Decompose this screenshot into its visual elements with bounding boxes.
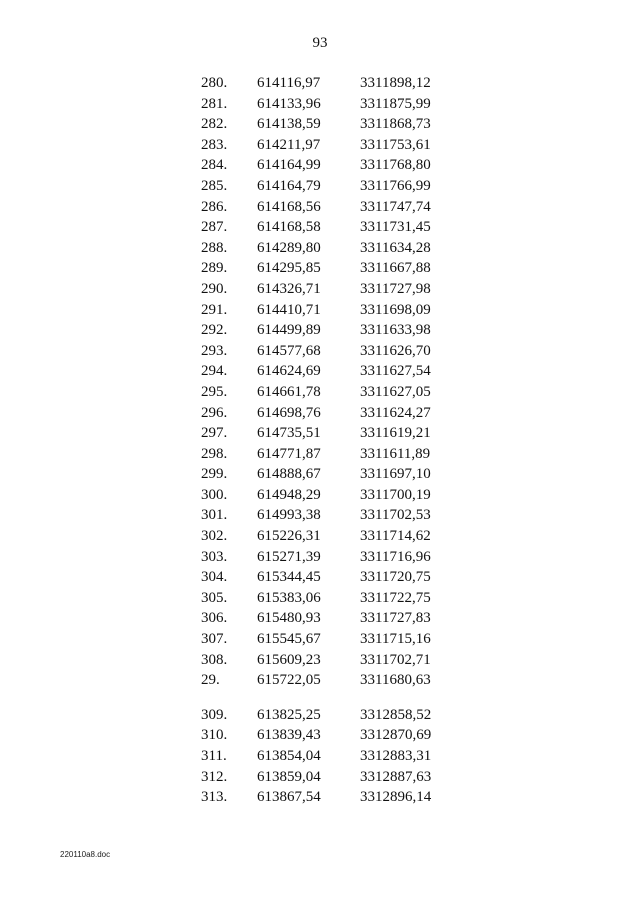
- x-coordinate: 615271,39: [257, 548, 321, 565]
- point-number: 295.: [201, 383, 228, 400]
- y-coordinate: 3311747,74: [360, 198, 431, 215]
- x-coordinate: 614410,71: [257, 301, 321, 318]
- point-number: 282.: [201, 116, 228, 133]
- point-number: 303.: [201, 548, 228, 565]
- y-coordinate: 3311727,98: [360, 280, 431, 297]
- x-coordinate: 615226,31: [257, 528, 321, 545]
- x-coordinate: 614116,97: [257, 75, 321, 91]
- x-coordinate: 614888,67: [257, 466, 321, 483]
- table-row: [0, 725, 640, 746]
- table-row: [0, 787, 640, 808]
- x-coordinate: 614698,76: [257, 404, 321, 421]
- x-coordinate: 614624,69: [257, 363, 321, 380]
- table-row: [0, 403, 640, 424]
- point-number: 313.: [201, 789, 228, 806]
- y-coordinate: 3311875,99: [360, 95, 431, 112]
- y-coordinate: 3311611,89: [360, 445, 431, 462]
- table-row: [0, 300, 640, 321]
- point-number: 296.: [201, 404, 228, 421]
- table-row: [0, 135, 640, 156]
- y-coordinate: 3312870,69: [360, 727, 432, 744]
- y-coordinate: 3311715,16: [360, 631, 431, 648]
- point-number: 280.: [201, 75, 228, 91]
- y-coordinate: 3311714,62: [360, 528, 431, 545]
- point-number: 289.: [201, 260, 228, 277]
- y-coordinate: 3311627,54: [360, 363, 431, 380]
- x-coordinate: 614133,96: [257, 95, 321, 112]
- x-coordinate: 613825,25: [257, 706, 321, 723]
- table-row: [0, 650, 640, 671]
- y-coordinate: 3311680,63: [360, 672, 431, 689]
- y-coordinate: 3311697,10: [360, 466, 431, 483]
- table-row: [0, 94, 640, 115]
- x-coordinate: 614295,85: [257, 260, 321, 277]
- point-number: 285.: [201, 177, 228, 194]
- table-row: [0, 176, 640, 197]
- table-row: [0, 705, 640, 726]
- table-row: [0, 238, 640, 259]
- point-number: 29.: [201, 672, 220, 689]
- point-number: 300.: [201, 486, 228, 503]
- point-number: 294.: [201, 363, 228, 380]
- point-number: 309.: [201, 706, 228, 723]
- y-coordinate: 3312858,52: [360, 706, 432, 723]
- y-coordinate: 3311626,70: [360, 342, 431, 359]
- table-row: [0, 73, 640, 94]
- y-coordinate: 3311753,61: [360, 136, 431, 153]
- x-coordinate: 615722,05: [257, 672, 321, 689]
- page-number: 93: [312, 35, 328, 51]
- y-coordinate: 3311768,80: [360, 157, 431, 174]
- y-coordinate: 3311702,53: [360, 507, 431, 524]
- y-coordinate: 3311716,96: [360, 548, 431, 565]
- point-number: 304.: [201, 569, 228, 586]
- y-coordinate: 3311702,71: [360, 651, 431, 668]
- x-coordinate: 614211,97: [257, 136, 321, 153]
- table-row: [0, 320, 640, 341]
- point-number: 305.: [201, 589, 228, 606]
- y-coordinate: 3311700,19: [360, 486, 431, 503]
- y-coordinate: 3311634,28: [360, 239, 431, 256]
- x-coordinate: 614661,78: [257, 383, 321, 400]
- y-coordinate: 3312887,63: [360, 768, 432, 785]
- table-row: [0, 423, 640, 444]
- point-number: 281.: [201, 95, 228, 112]
- x-coordinate: 614168,56: [257, 198, 321, 215]
- y-coordinate: 3311627,05: [360, 383, 431, 400]
- x-coordinate: 614168,58: [257, 219, 321, 236]
- table-row: [0, 567, 640, 588]
- table-row: [0, 485, 640, 506]
- x-coordinate: 614499,89: [257, 322, 321, 339]
- x-coordinate: 613839,43: [257, 727, 321, 744]
- y-coordinate: 3312896,14: [360, 789, 432, 806]
- table-row: [0, 361, 640, 382]
- x-coordinate: 614993,38: [257, 507, 321, 524]
- coordinates-table: [0, 73, 640, 808]
- x-coordinate: 614326,71: [257, 280, 321, 297]
- point-number: 301.: [201, 507, 228, 524]
- table-row: [0, 746, 640, 767]
- table-row: [0, 629, 640, 650]
- x-coordinate: 614771,87: [257, 445, 321, 462]
- x-coordinate: 615480,93: [257, 610, 321, 627]
- x-coordinate: 613859,04: [257, 768, 321, 785]
- y-coordinate: 3311727,83: [360, 610, 431, 627]
- point-number: 283.: [201, 136, 228, 153]
- point-number: 307.: [201, 631, 228, 648]
- point-number: 293.: [201, 342, 228, 359]
- y-coordinate: 3311667,88: [360, 260, 431, 277]
- x-coordinate: 613854,04: [257, 748, 321, 764]
- y-coordinate: 3311868,73: [360, 116, 431, 133]
- table-row: [0, 155, 640, 176]
- point-number: 312.: [201, 768, 228, 785]
- table-row: [0, 114, 640, 135]
- y-coordinate: 3311698,09: [360, 301, 431, 318]
- y-coordinate: 3311722,75: [360, 589, 431, 606]
- x-coordinate: 614948,29: [257, 486, 321, 503]
- table-row: [0, 258, 640, 279]
- x-coordinate: 615545,67: [257, 631, 321, 648]
- table-row: [0, 444, 640, 465]
- y-coordinate: 3311720,75: [360, 569, 431, 586]
- x-coordinate: 614577,68: [257, 342, 321, 359]
- x-coordinate: 613867,54: [257, 789, 321, 806]
- x-coordinate: 614164,99: [257, 157, 321, 174]
- x-coordinate: 614735,51: [257, 425, 321, 442]
- point-number: 286.: [201, 198, 228, 215]
- point-number: 311.: [201, 748, 227, 764]
- point-number: 292.: [201, 322, 228, 339]
- y-coordinate: 3311766,99: [360, 177, 431, 194]
- y-coordinate: 3311624,27: [360, 404, 431, 421]
- table-row: [0, 588, 640, 609]
- table-row: [0, 547, 640, 568]
- point-number: 298.: [201, 445, 228, 462]
- table-row: [0, 464, 640, 485]
- y-coordinate: 3311731,45: [360, 219, 431, 236]
- table-row: [0, 526, 640, 547]
- x-coordinate: 614164,79: [257, 177, 321, 194]
- point-number: 284.: [201, 157, 228, 174]
- point-number: 299.: [201, 466, 228, 483]
- y-coordinate: 3311633,98: [360, 322, 431, 339]
- y-coordinate: 3311898,12: [360, 75, 431, 91]
- point-number: 308.: [201, 651, 228, 668]
- point-number: 288.: [201, 239, 228, 256]
- x-coordinate: 615344,45: [257, 569, 321, 586]
- point-number: 310.: [201, 727, 228, 744]
- x-coordinate: 614289,80: [257, 239, 321, 256]
- point-number: 291.: [201, 301, 228, 318]
- point-number: 306.: [201, 610, 228, 627]
- x-coordinate: 614138,59: [257, 116, 321, 133]
- table-row: [0, 382, 640, 403]
- table-row: [0, 279, 640, 300]
- x-coordinate: 615609,23: [257, 651, 321, 668]
- footer-filename: 220110a8.doc: [60, 850, 111, 859]
- point-number: 287.: [201, 219, 228, 236]
- y-coordinate: 3311619,21: [360, 425, 431, 442]
- point-number: 290.: [201, 280, 228, 297]
- x-coordinate: 615383,06: [257, 589, 321, 606]
- table-row: [0, 505, 640, 526]
- y-coordinate: 3312883,31: [360, 748, 432, 764]
- table-row: [0, 608, 640, 629]
- table-row: [0, 670, 640, 691]
- table-row: [0, 217, 640, 238]
- table-row: [0, 341, 640, 362]
- table-row: [0, 197, 640, 218]
- point-number: 302.: [201, 528, 228, 545]
- table-row: [0, 767, 640, 788]
- point-number: 297.: [201, 425, 228, 442]
